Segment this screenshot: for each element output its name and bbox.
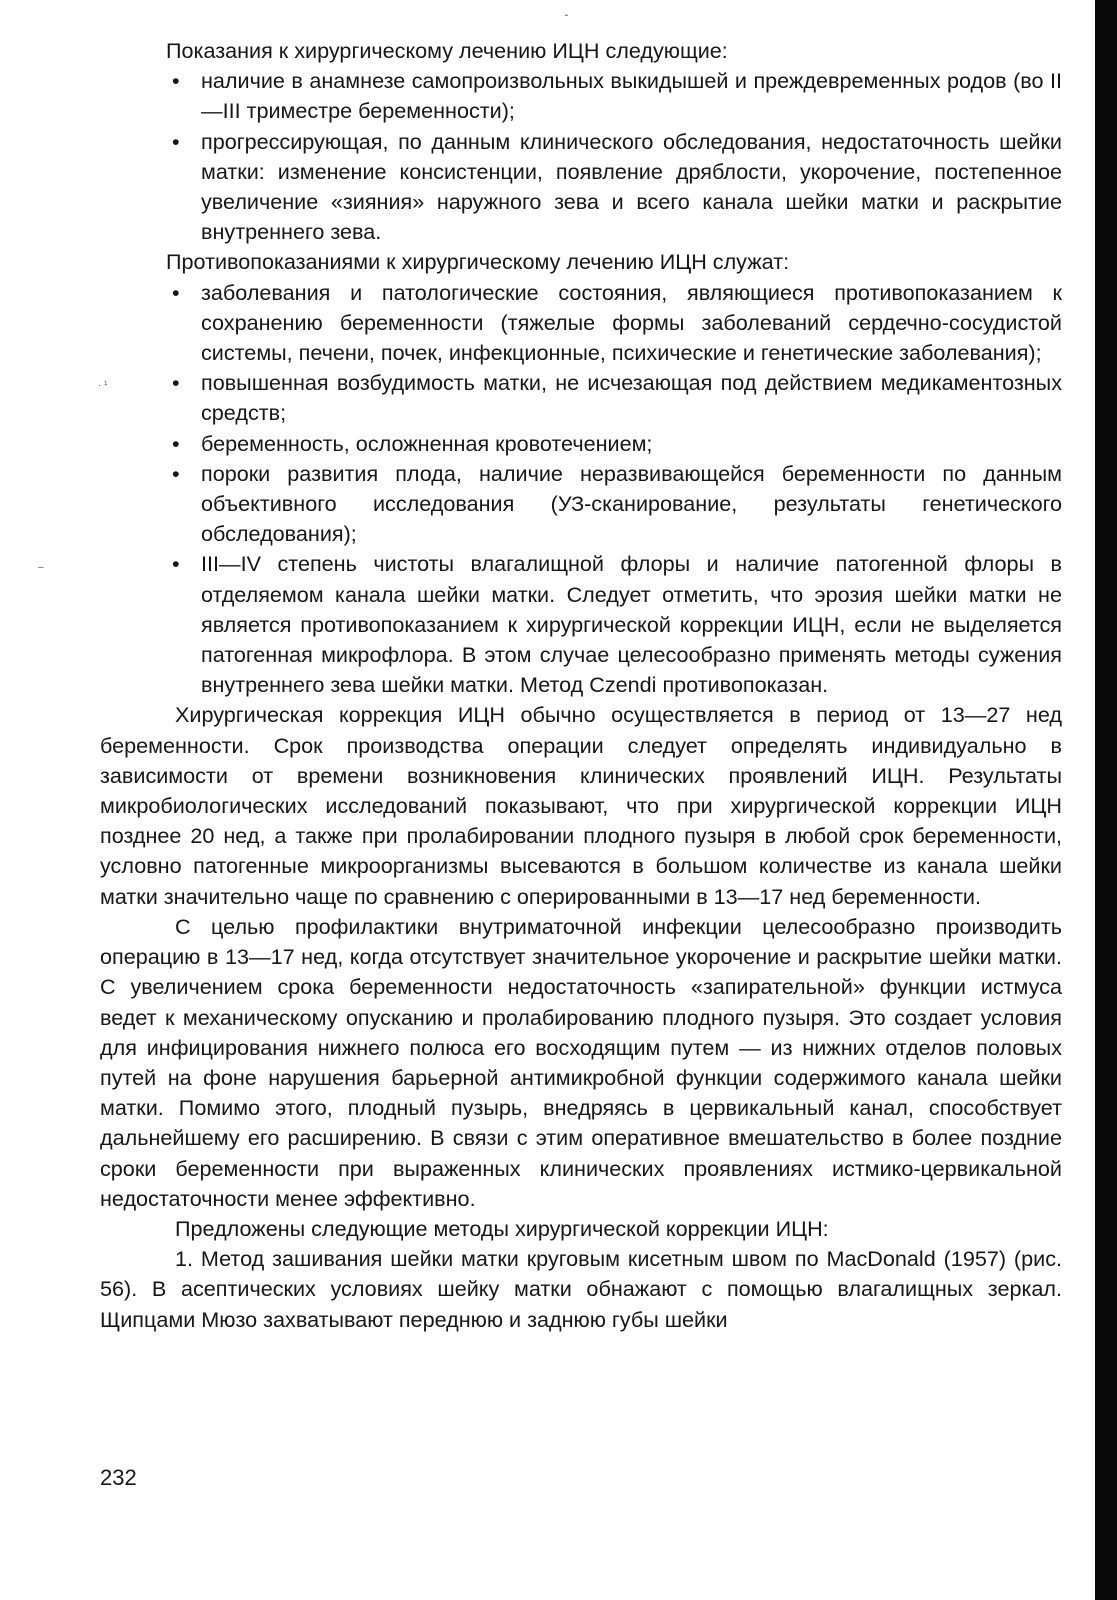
body-paragraph: С целью профилактики внутриматочной инфекции целесообразно производить операцию в 13—17 нед, когда отсутствует значительное укорочение и раскрытие шейки матки. С увеличением срока беременности недостаточность «запирательной» функции истмуса ведет к механическому опусканию и пролабированию плодного пузыря. Это создает условия для инфицирования нижнего полюса его восходящим путем — из нижних отделов половых путей на фоне нарушения барьерной антимикробной функции содержимого канала шейки матки. Помимо этого, плодный пузырь, внедряясь в цервикальный канал, способствует дальнейшему его расширению. В связи с этим оперативное вмешательство в более поздние сроки беременности при выраженных клинических проявлениях истмико-цервикальной недостаточности менее эффективно.: [100, 913, 1062, 1211]
list-item-text: беременность, осложненная кровотечением;: [201, 430, 653, 456]
binding-shadow: [1095, 0, 1117, 1600]
list-item-text: заболевания и патологические состояния, являющиеся противопоказанием к сохранению беременности (тяжелые формы заболеваний сердечно-сосудистой системы, печени, почек, инфекционные, психические и генетические заболевания);: [201, 279, 1062, 366]
bullet-icon: •: [172, 551, 180, 577]
list-item: [100, 549, 1062, 700]
scan-speck: · ¹: [98, 380, 108, 391]
indications-heading: Показания к хирургическому лечению ИЦН следующие:: [166, 38, 728, 63]
bullet-icon: •: [172, 460, 180, 486]
list-item-text: прогрессирующая, по данным клинического обследования, недостаточность шейки матки: изменение консистенции, появление дряблости, укорочение, постепенное увеличение «зияния» наружного зева и всего канала шейки матки и раскрытие внутреннего зева.: [201, 128, 1062, 245]
bullet-icon: •: [172, 68, 180, 94]
bullet-icon: •: [172, 430, 180, 456]
indications-list: [100, 66, 1062, 247]
bullet-icon: •: [172, 279, 180, 305]
list-item: [100, 127, 1062, 248]
list-item-text: пороки развития плода, наличие неразвивающейся беременности по данным объективного исследования (УЗ-сканирование, результаты генетического обследования);: [201, 460, 1062, 547]
list-item-text: III—IV степень чистоты влагалищной флоры и наличие патогенной флоры в отделяемом канала шейки матки. Следует отметить, что эрозия шейки матки не является противопоказанием к хирургической коррекции ИЦН, если не выделяется патогенная микрофлора. В этом случае целесообразно применять методы сужения внутреннего зева шейки матки. Метод Czendi противопоказан.: [201, 551, 1062, 698]
contraindications-list: [100, 278, 1062, 701]
bullet-icon: •: [172, 370, 180, 396]
body-paragraph: Предложены следующие методы хирургической коррекции ИЦН:: [175, 1215, 829, 1241]
page-body: [100, 36, 1062, 1335]
list-item: [100, 278, 1062, 369]
list-item-text: повышенная возбудимость матки, не исчезающая под действием медикаментозных средств;: [201, 370, 1062, 426]
list-item: [100, 429, 1062, 459]
page-number: 232: [100, 1465, 137, 1490]
scan-speck: –: [38, 562, 44, 573]
list-item: [100, 459, 1062, 550]
scan-speck: ˘: [565, 14, 569, 25]
body-paragraph: Хирургическая коррекция ИЦН обычно осуществляется в период от 13—27 нед беременности. Срок производства операции следует определять индивидуально в зависимости от времени возникновения клинических проявлений ИЦН. Результаты микробиологических исследований показывают, что при хирургической коррекции ИЦН позднее 20 нед, а также при пролабировании плодного пузыря в любой срок беременности, условно патогенные микроорганизмы высеваются в большом количестве из канала шейки матки значительно чаще по сравнению с оперированными в 13—17 нед беременности.: [100, 702, 1062, 909]
contraindications-heading: Противопоказаниями к хирургическому лечению ИЦН служат:: [166, 249, 790, 275]
list-item: [100, 368, 1062, 428]
list-item: [100, 66, 1062, 126]
body-paragraph: 1. Метод зашивания шейки матки круговым кисетным швом по MacDonald (1957) (рис. 56). В асептических условиях шейку матки обнажают с помощью влагалищных зеркал. Щипцами Мюзо захватывают переднюю и заднюю губы шейки: [100, 1246, 1062, 1332]
list-item-text: наличие в анамнезе самопроизвольных выкидышей и преждевременных родов (во II—III триместре беременности);: [201, 68, 1062, 124]
bullet-icon: •: [172, 128, 180, 154]
